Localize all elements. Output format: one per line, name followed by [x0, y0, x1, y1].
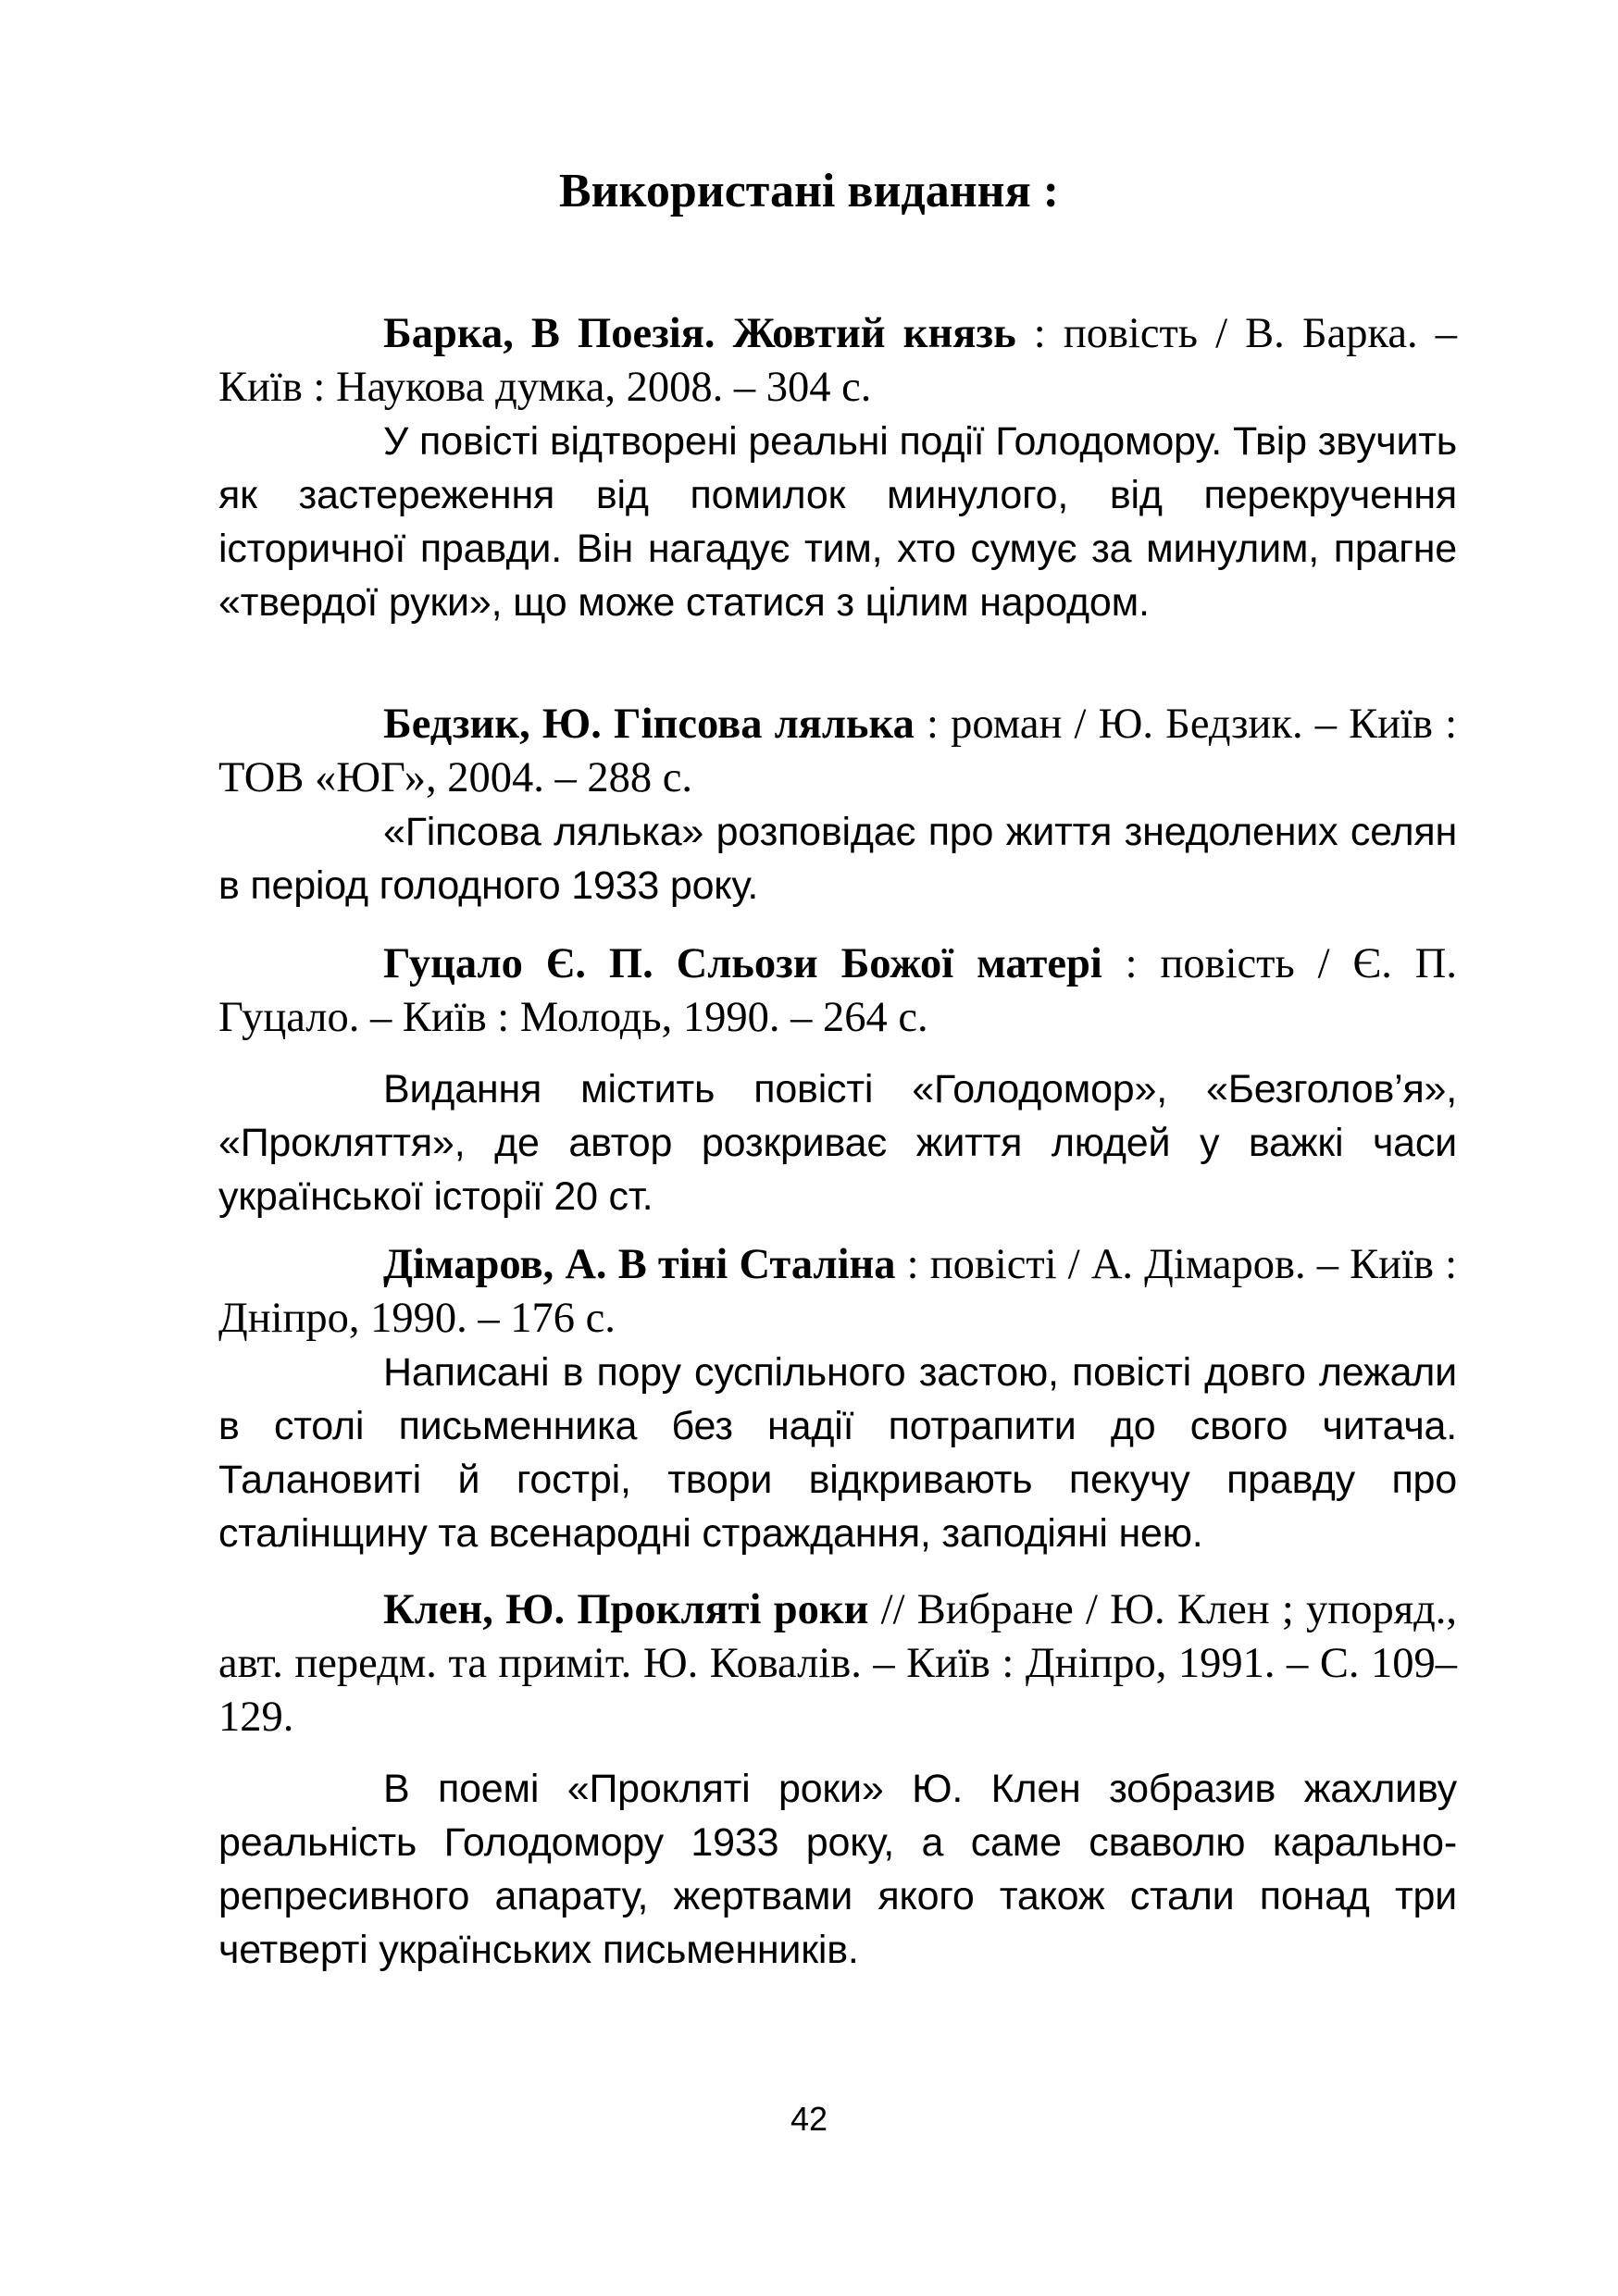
entry-details: : повість / В. Барка. – Київ : Наукова думка, 2008. – 304 с.: [218, 310, 1457, 411]
entry-annotation-block: [218, 1346, 1457, 1560]
page-number: 42: [790, 2100, 828, 2138]
page-title: Використані видання :: [558, 165, 1060, 217]
entry-annotation-block: [218, 1762, 1457, 1977]
bibliography-entry: [218, 307, 1457, 415]
entry-annotation: Написані в пору суспільного застою, повісті довго лежали в столі письменника без надії потрапити до свого читача. Талановиті й гострі, твори відкривають пекучу правду про сталінщину та всенародні страждання, заподіяні нею.: [218, 1350, 1457, 1556]
entry-title: Дімаров, А. В тіні Сталіна: [383, 1241, 896, 1288]
entry-annotation-block: [218, 415, 1457, 629]
entry-title: Барка, В Поезія. Жовтий князь: [383, 310, 1016, 357]
entry-details: : роман / Ю. Бедзик. – Київ : ТОВ «ЮГ», 2004. – 288 с.: [218, 701, 1458, 801]
entry-title: Гуцало Є. П. Сльози Божої матері: [383, 940, 1102, 987]
entry-details: : повісті / А. Дімаров. – Київ : Дніпро, 1990. – 176 с.: [218, 1241, 1458, 1342]
entry-annotation: У повісті відтворені реальні події Голодомору. Твір звучить як застереження від помилок минулого, від перекручення історичної правди. Він нагадує тим, хто сумує за минулим, прагне «твердої руки», що може статися з цілим народом.: [218, 419, 1457, 625]
bibliography-entry: [218, 1238, 1457, 1346]
entry-annotation: Видання містить повісті «Голодомор», «Безголов’я», «Прокляття», де автор розкриває життя людей у важкі часи української історії 20 ст.: [218, 1067, 1457, 1219]
entry-annotation: «Гіпсова лялька» розповідає про життя знедолених селян в період голодного 1933 року.: [218, 810, 1457, 908]
entry-annotation-block: [218, 805, 1457, 912]
entry-details: // Вибране / Ю. Клен ; упоряд., авт. передм. та приміт. Ю. Ковалів. – Київ : Дніпро, 1991. – С. 109–129.: [218, 1586, 1457, 1741]
bibliography-entry: [218, 1583, 1457, 1744]
entry-annotation-block: [218, 1062, 1457, 1223]
entry-title: Клен, Ю. Прокляті роки: [383, 1586, 869, 1633]
entry-details: : повість / Є. П. Гуцало. – Київ : Молодь, 1990. – 264 с.: [218, 940, 1457, 1041]
entry-annotation: В поемі «Прокляті роки» Ю. Клен зобразив жахливу реальність Голодомору 1933 року, а саме сваволю карально-репресивного апарату, жертвами якого також стали понад три четверті українських письменників.: [218, 1767, 1457, 1972]
bibliography-entry: [218, 937, 1457, 1045]
bibliography-entry: [218, 698, 1457, 805]
entry-title: Бедзик, Ю. Гіпсова лялька: [383, 701, 915, 748]
